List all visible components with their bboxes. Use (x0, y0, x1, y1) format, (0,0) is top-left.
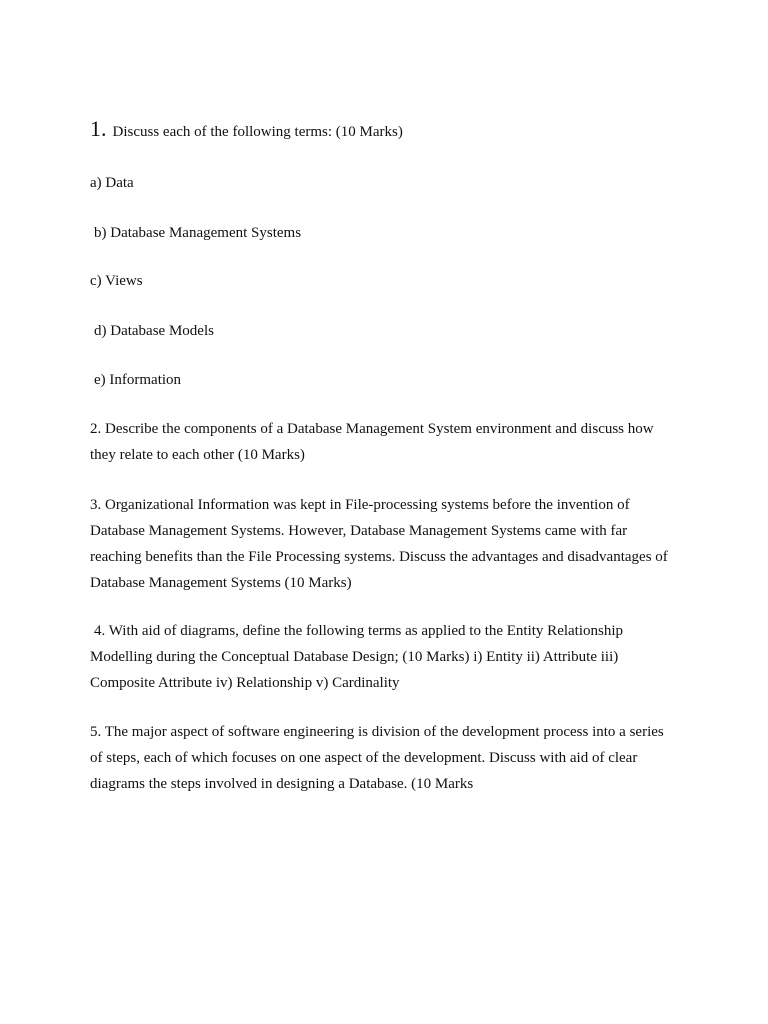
question-1-item-e: e) Information (94, 372, 182, 388)
question-1-item-d: d) Database Models (94, 323, 214, 339)
question-3: 3. Organizational Information was kept in File-processing systems before the invention of Database Management Systems. However, Database Management Systems came with far reaching benefits than the File Processing systems. Discuss the advantages and disadvantages of Database Management Systems (10 Marks) (90, 497, 668, 591)
question-1-text: Discuss each of the following terms: (10 Marks) (112, 124, 403, 140)
question-1-heading (90, 116, 403, 145)
question-4: 4. With aid of diagrams, define the following terms as applied to the Entity Relationship Modelling during the Conceptual Database Design; (10 Marks) i) Entity ii) Attribute iii) Composite Attribute iv) Relationship v) Cardinality (90, 623, 624, 691)
question-1-number: 1. (90, 116, 107, 141)
question-1-item-a: a) Data (90, 175, 134, 191)
question-2: 2. Describe the components of a Database Management System environment and discuss how they relate to each other (10 Marks) (90, 421, 654, 463)
question-1-item-c: c) Views (90, 273, 143, 289)
question-5: 5. The major aspect of software engineering is division of the development process into a series of steps, each of which focuses on one aspect of the development. Discuss with aid of clear diagrams the steps involved in designing a Database. (10 Marks (90, 724, 664, 792)
question-1-item-b: b) Database Management Systems (94, 225, 302, 241)
